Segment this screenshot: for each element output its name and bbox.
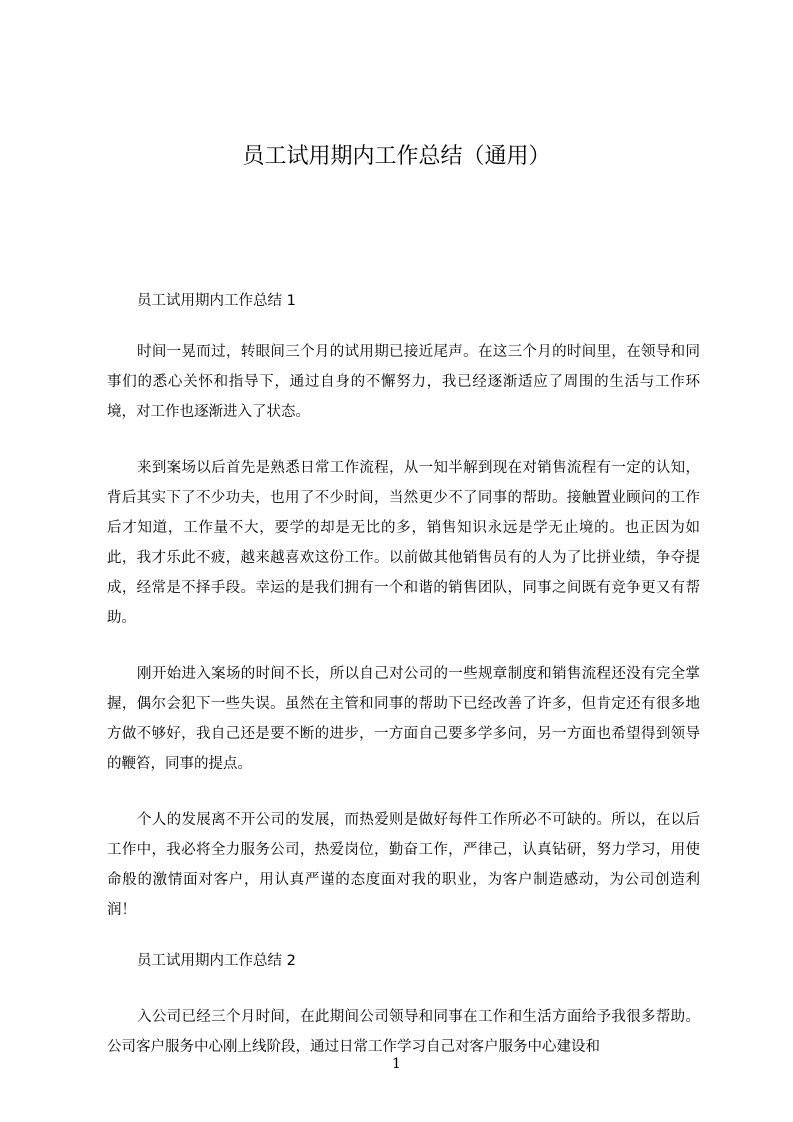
document-title: 员工试用期内工作总结（通用）: [242, 144, 551, 169]
spacer: [107, 779, 700, 805]
paragraph: 入公司已经三个月时间，在此期间公司领导和同事在工作和生活方面给予我很多帮助。公司客户服务中心刚上线阶段，通过日常工作学习自己对客户服务中心建设和: [107, 1009, 700, 1055]
spacer: [107, 976, 700, 1002]
document-body: [107, 286, 700, 1062]
section-heading: 员工试用期内工作总结 1: [137, 293, 296, 309]
paragraph: 个人的发展离不开公司的发展，而热爱则是做好每件工作所必不可缺的。所以，在以后工作中，我必将全力服务公司，热爱岗位，勤奋工作，严律己，认真钻研，努力学习，用使命般的激情面对客户，用认真严谨的态度面对我的职业，为客户制造感动，为公司创造利润！: [107, 812, 700, 918]
section-heading: 员工试用期内工作总结 2: [137, 953, 296, 969]
spacer: [107, 316, 700, 337]
spacer: [107, 633, 700, 659]
paragraph: 时间一晃而过，转眼间三个月的试用期已接近尾声。在这三个月的时间里，在领导和同事们的悉心关怀和指导下，通过自身的不懈努力，我已经逐渐适应了周围的生活与工作环境，对工作也逐渐进入了状态。: [107, 344, 700, 420]
spacer: [107, 427, 700, 453]
page-number: 1: [392, 1056, 401, 1072]
paragraph: 来到案场以后首先是熟悉日常工作流程，从一知半解到现在对销售流程有一定的认知，背后其实下了不少功夫，也用了不少时间，当然更少不了同事的帮助。接触置业顾问的工作后才知道，工作量不大，要学的却是无比的多，销售知识永远是学无止境的。也正因为如此，我才乐此不疲，越来越喜欢这份工作。以前做其他销售员有的人为了比拼业绩，争夺提成，经常是不择手段。幸运的是我们拥有一个和谐的销售团队，同事之间既有竞争更又有帮助。: [107, 460, 700, 626]
spacer: [107, 925, 700, 946]
paragraph: 刚开始进入案场的时间不长，所以自己对公司的一些规章制度和销售流程还没有完全掌握，偶尔会犯下一些失误。虽然在主管和同事的帮助下已经改善了许多，但肯定还有很多地方做不够好，我自己还是要不断的进步，一方面自己要多学多问，另一方面也希望得到领导的鞭笞，同事的提点。: [107, 666, 700, 772]
